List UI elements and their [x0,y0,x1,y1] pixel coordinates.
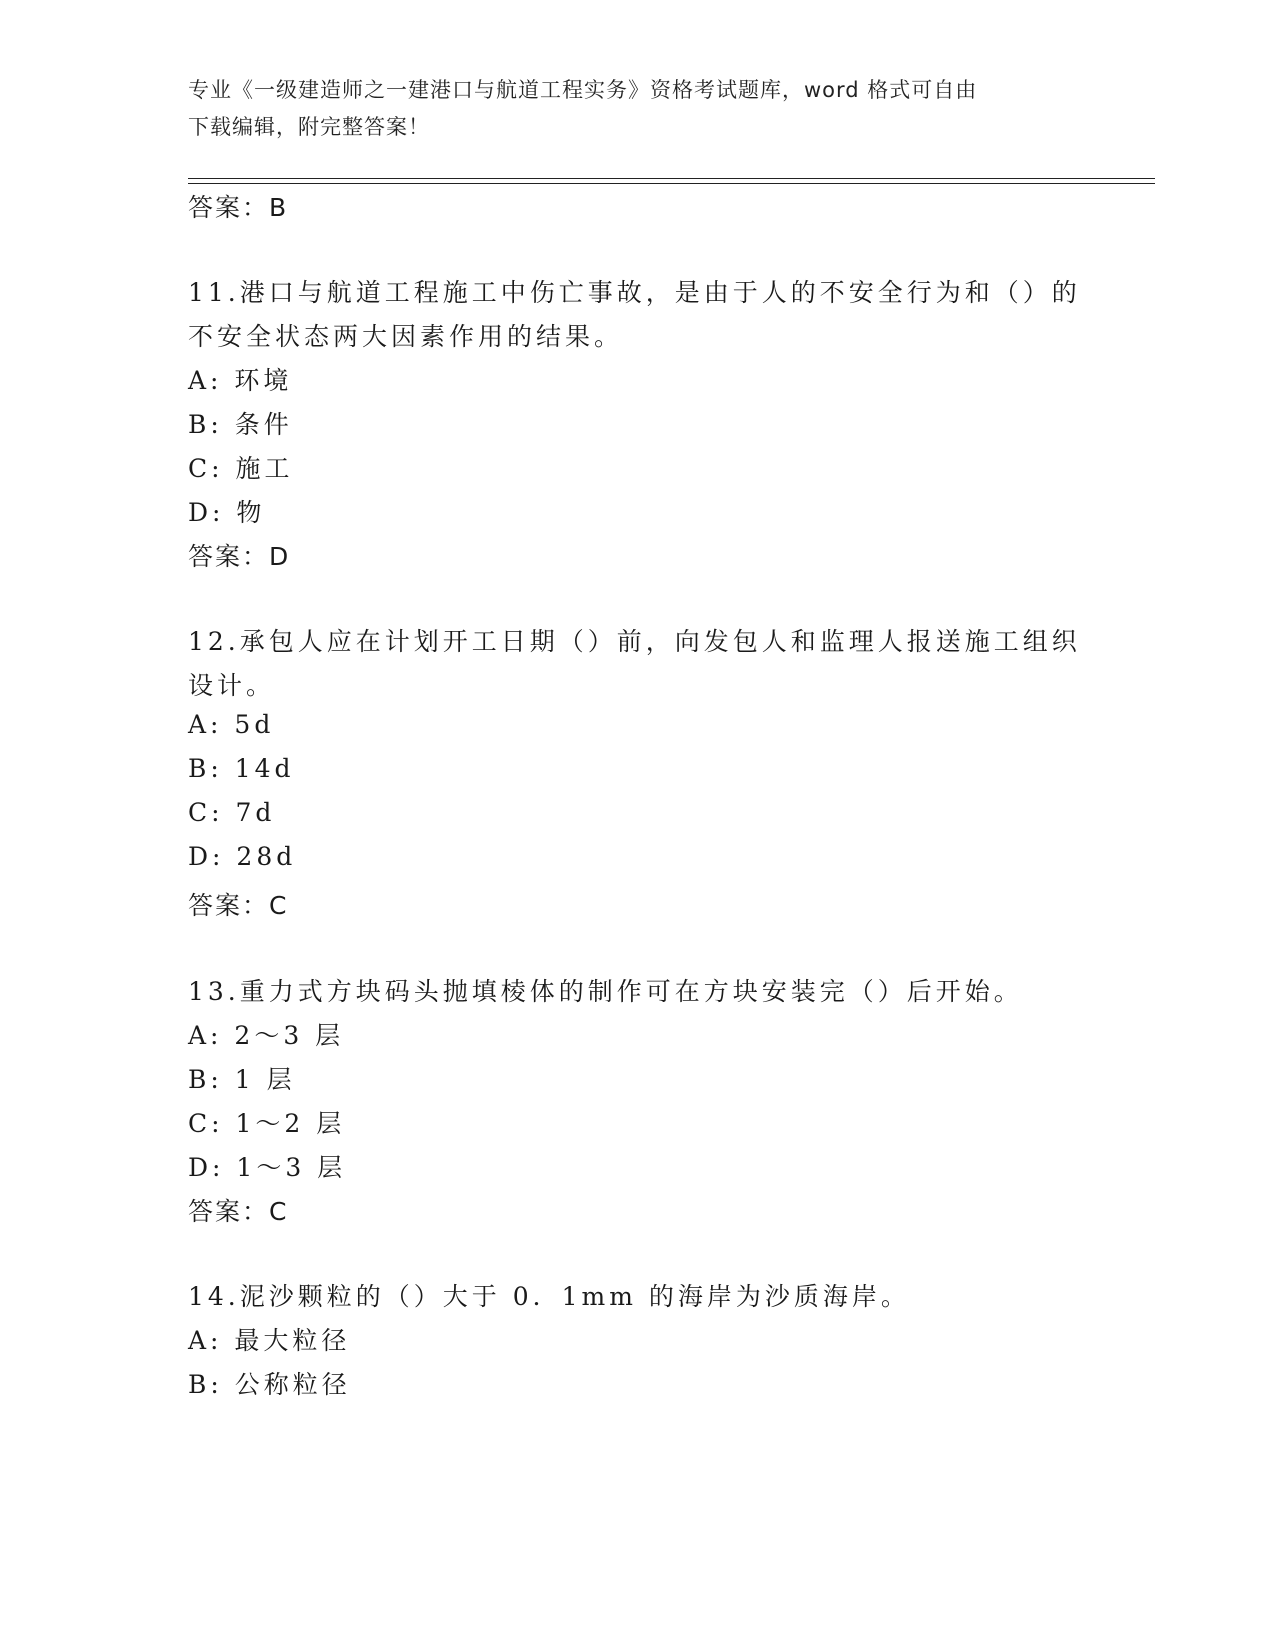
header-intro-line-2: 下载编辑，附完整答案！ [188,115,430,139]
question-13-option-b: B: 1 层 [188,1065,296,1094]
question-12-stem-line-1: 12.承包人应在计划开工日期（）前，向发包人和监理人报送施工组织 [188,627,1081,656]
question-13-option-a: A: 2～3 层 [188,1021,345,1050]
answer-q13: 答案：C [188,1197,289,1226]
question-11-option-b: B: 条件 [188,410,293,439]
question-11-option-d: D: 物 [188,498,266,527]
question-13-option-d: D: 1～3 层 [188,1153,347,1182]
question-12-option-d: D: 28d [188,842,297,871]
answer-q12: 答案：C [188,891,289,920]
answer-q11: 答案：D [188,542,291,571]
answer-q10: 答案：B [188,193,289,222]
document-header [188,72,1088,146]
header-divider-top [188,178,1155,179]
question-13-stem-line-1: 13.重力式方块码头抛填棱体的制作可在方块安装完（）后开始。 [188,977,1023,1006]
question-12-option-c: C: 7d [188,798,276,827]
question-11-option-c: C: 施工 [188,454,294,483]
question-11-option-a: A: 环境 [188,366,293,395]
question-14-stem-line-1: 14.泥沙颗粒的（）大于 0．1mm 的海岸为沙质海岸。 [188,1282,910,1311]
header-divider-bottom [188,183,1155,184]
question-12-option-a: A: 5d [188,710,275,739]
question-12-option-b: B: 14d [188,754,295,783]
question-14-option-b: B: 公称粒径 [188,1370,351,1399]
question-12-stem-line-2: 设计。 [188,671,276,700]
question-13-option-c: C: 1～2 层 [188,1109,346,1138]
header-intro-line-1: 专业《一级建造师之一建港口与航道工程实务》资格考试题库，word 格式可自由 [188,78,978,102]
question-11-stem-line-1: 11.港口与航道工程施工中伤亡事故，是由于人的不安全行为和（）的 [188,278,1081,307]
question-14-option-a: A: 最大粒径 [188,1326,351,1355]
question-11-stem-line-2: 不安全状态两大因素作用的结果。 [188,322,624,351]
